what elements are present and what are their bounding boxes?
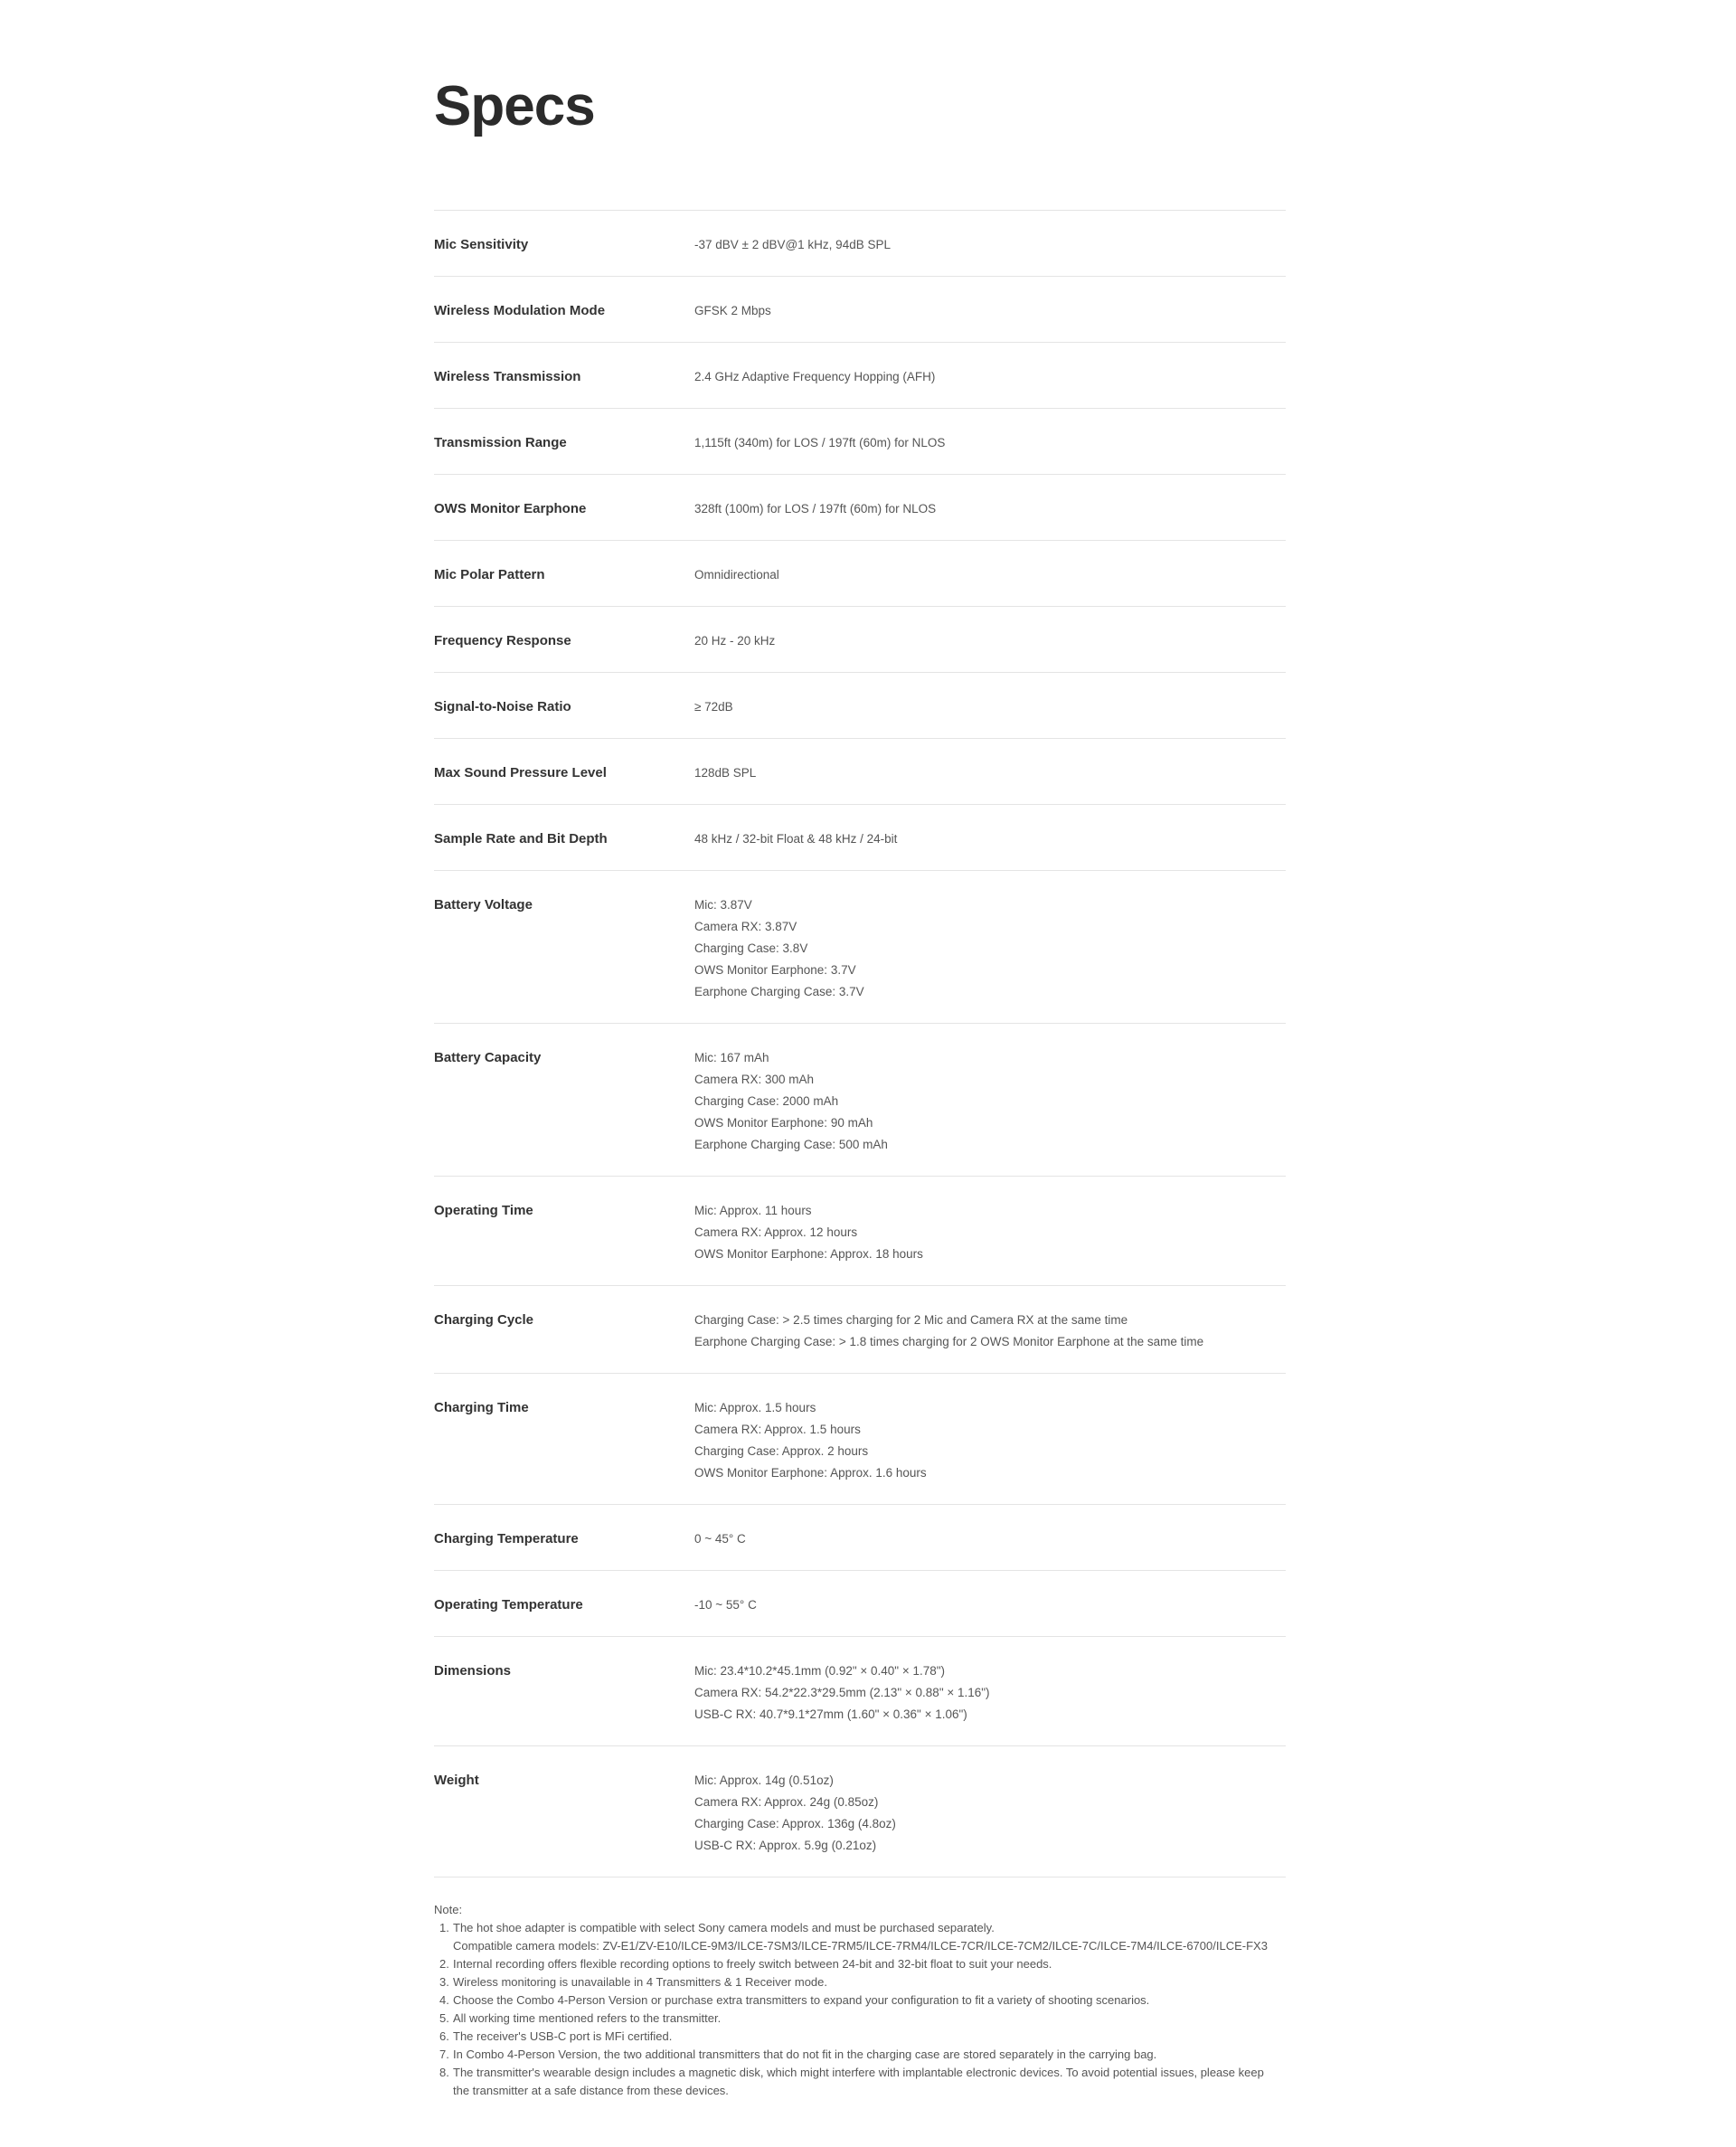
spec-value: Charging Case: Approx. 2 hours — [694, 1444, 869, 1458]
spec-row — [434, 1637, 1286, 1746]
spec-value: Mic: 167 mAh — [694, 1051, 769, 1064]
spec-values — [694, 432, 1286, 454]
spec-value: GFSK 2 Mbps — [694, 304, 771, 317]
note-number: 5. — [439, 2011, 449, 2025]
spec-values — [694, 1310, 1286, 1353]
spec-row — [434, 1177, 1286, 1286]
spec-value: Camera RX: Approx. 1.5 hours — [694, 1423, 861, 1436]
notes-list — [434, 1919, 1302, 2100]
note-item — [434, 1919, 1302, 1955]
spec-values — [694, 1594, 1286, 1616]
spec-label: Operating Temperature — [434, 1597, 583, 1613]
spec-values — [694, 564, 1286, 586]
note-text: All working time mentioned refers to the transmitter. — [453, 2011, 722, 2025]
spec-value: -37 dBV ± 2 dBV@1 kHz, 94dB SPL — [694, 238, 891, 251]
spec-label: Signal-to-Noise Ratio — [434, 699, 571, 714]
spec-value: 2.4 GHz Adaptive Frequency Hopping (AFH) — [694, 370, 936, 383]
note-text: The transmitter's wearable design includes a magnetic disk, which might interfere with implantable electronic devices. To avoid potential issues, please keep — [453, 2066, 1264, 2079]
spec-values — [694, 1770, 1286, 1857]
spec-value: OWS Monitor Earphone: 90 mAh — [694, 1116, 873, 1130]
note-text: the transmitter at a safe distance from these devices. — [453, 2084, 729, 2097]
note-text: The hot shoe adapter is compatible with select Sony camera models and must be purchased separately. — [453, 1921, 995, 1934]
spec-row — [434, 409, 1286, 475]
spec-value: OWS Monitor Earphone: 3.7V — [694, 963, 856, 977]
spec-row — [434, 343, 1286, 409]
spec-value: Camera RX: 54.2*22.3*29.5mm (2.13" × 0.88" × 1.16") — [694, 1686, 990, 1699]
spec-value: OWS Monitor Earphone: Approx. 18 hours — [694, 1247, 923, 1261]
note-number: 7. — [439, 2048, 449, 2061]
spec-value: OWS Monitor Earphone: Approx. 1.6 hours — [694, 1466, 927, 1480]
spec-values — [694, 1047, 1286, 1156]
note-item — [434, 2064, 1302, 2100]
note-number: 4. — [439, 1993, 449, 2007]
spec-row — [434, 475, 1286, 541]
note-number: 1. — [439, 1921, 449, 1934]
spec-values — [694, 1200, 1286, 1265]
spec-value: 1,115ft (340m) for LOS / 197ft (60m) for NLOS — [694, 436, 946, 449]
spec-values — [694, 234, 1286, 256]
spec-values — [694, 300, 1286, 322]
spec-row — [434, 1571, 1286, 1637]
spec-row — [434, 673, 1286, 739]
spec-label: Mic Sensitivity — [434, 237, 529, 252]
spec-label: Transmission Range — [434, 435, 567, 450]
spec-row — [434, 871, 1286, 1024]
spec-label: Wireless Modulation Mode — [434, 303, 606, 318]
spec-value: ≥ 72dB — [694, 700, 733, 714]
spec-value: Earphone Charging Case: > 1.8 times charging for 2 OWS Monitor Earphone at the same time — [694, 1335, 1204, 1348]
spec-row — [434, 541, 1286, 607]
spec-label: Charging Temperature — [434, 1531, 579, 1546]
spec-row — [434, 1024, 1286, 1177]
spec-row — [434, 739, 1286, 805]
spec-row — [434, 277, 1286, 343]
note-number: 8. — [439, 2066, 449, 2079]
note-text: The receiver's USB-C port is MFi certified. — [453, 2029, 673, 2043]
spec-label: Charging Cycle — [434, 1312, 534, 1328]
page-title: Specs — [434, 75, 595, 137]
spec-value: Mic: Approx. 14g (0.51oz) — [694, 1773, 834, 1787]
spec-value: Mic: Approx. 1.5 hours — [694, 1401, 816, 1414]
spec-value: -10 ~ 55° C — [694, 1598, 757, 1612]
note-item — [434, 1955, 1302, 1973]
spec-value: Charging Case: Approx. 136g (4.8oz) — [694, 1817, 896, 1830]
spec-values — [694, 1397, 1286, 1484]
spec-row — [434, 1374, 1286, 1505]
spec-label: Max Sound Pressure Level — [434, 765, 607, 780]
spec-value: Charging Case: 3.8V — [694, 941, 808, 955]
spec-value: Omnidirectional — [694, 568, 779, 582]
spec-value: USB-C RX: 40.7*9.1*27mm (1.60" × 0.36" × 1.06") — [694, 1707, 967, 1721]
note-item — [434, 1973, 1302, 1991]
spec-row — [434, 211, 1286, 277]
spec-row — [434, 1286, 1286, 1374]
spec-value: 128dB SPL — [694, 766, 757, 780]
spec-label: Mic Polar Pattern — [434, 567, 545, 582]
spec-row — [434, 607, 1286, 673]
notes-heading: Note: — [434, 1903, 463, 1916]
spec-values — [694, 762, 1286, 784]
note-item — [434, 1991, 1302, 2010]
spec-label: Charging Time — [434, 1400, 529, 1415]
note-item — [434, 2028, 1302, 2046]
spec-value: Camera RX: Approx. 24g (0.85oz) — [694, 1795, 879, 1809]
notes-section — [434, 1901, 1302, 2100]
note-number: 3. — [439, 1975, 449, 1989]
spec-value: 20 Hz - 20 kHz — [694, 634, 776, 648]
note-text: Wireless monitoring is unavailable in 4 Transmitters & 1 Receiver mode. — [453, 1975, 828, 1989]
spec-values — [694, 1528, 1286, 1550]
spec-label: Frequency Response — [434, 633, 571, 648]
note-text: In Combo 4-Person Version, the two additional transmitters that do not fit in the charging case are stored separately in the carrying bag. — [453, 2048, 1157, 2061]
spec-row — [434, 1746, 1286, 1877]
spec-value: Camera RX: 3.87V — [694, 920, 797, 933]
spec-value: Camera RX: 300 mAh — [694, 1073, 815, 1086]
spec-values — [694, 1660, 1286, 1726]
spec-value: Earphone Charging Case: 500 mAh — [694, 1138, 888, 1151]
spec-value: 328ft (100m) for LOS / 197ft (60m) for NLOS — [694, 502, 937, 515]
note-text: Choose the Combo 4-Person Version or purchase extra transmitters to expand your configuration to fit a variety of shooting scenarios. — [453, 1993, 1150, 2007]
spec-row — [434, 805, 1286, 871]
spec-row — [434, 1505, 1286, 1571]
spec-label: Battery Capacity — [434, 1050, 542, 1065]
spec-label: OWS Monitor Earphone — [434, 501, 587, 516]
note-number: 6. — [439, 2029, 449, 2043]
spec-values — [694, 366, 1286, 388]
note-text: Compatible camera models: ZV-E1/ZV-E10/ILCE-9M3/ILCE-7SM3/ILCE-7RM5/ILCE-7RM4/ILCE-7CR/ILCE-7CM2/ILCE-7C/ILCE-7M4/ILCE-6700/ILCE-FX3 — [453, 1939, 1268, 1953]
spec-label: Battery Voltage — [434, 897, 533, 913]
note-text: Internal recording offers flexible recording options to freely switch between 24-bit and 32-bit float to suit your needs. — [453, 1957, 1052, 1971]
spec-value: Charging Case: 2000 mAh — [694, 1094, 839, 1108]
spec-table — [434, 210, 1286, 1877]
spec-value: Mic: 23.4*10.2*45.1mm (0.92" × 0.40" × 1.78") — [694, 1664, 946, 1678]
spec-values — [694, 696, 1286, 718]
spec-values — [694, 894, 1286, 1003]
spec-value: Mic: Approx. 11 hours — [694, 1204, 812, 1217]
spec-value: Mic: 3.87V — [694, 898, 752, 912]
note-item — [434, 2010, 1302, 2028]
spec-values — [694, 630, 1286, 652]
spec-label: Wireless Transmission — [434, 369, 581, 384]
note-item — [434, 2046, 1302, 2064]
spec-label: Operating Time — [434, 1203, 533, 1218]
spec-value: Camera RX: Approx. 12 hours — [694, 1225, 858, 1239]
spec-value: Charging Case: > 2.5 times charging for 2 Mic and Camera RX at the same time — [694, 1313, 1128, 1327]
spec-value: USB-C RX: Approx. 5.9g (0.21oz) — [694, 1839, 877, 1852]
spec-value: 48 kHz / 32-bit Float & 48 kHz / 24-bit — [694, 832, 898, 846]
spec-label: Sample Rate and Bit Depth — [434, 831, 608, 847]
spec-values — [694, 498, 1286, 520]
note-number: 2. — [439, 1957, 449, 1971]
spec-value: 0 ~ 45° C — [694, 1532, 746, 1546]
spec-label: Dimensions — [434, 1663, 512, 1679]
spec-label: Weight — [434, 1773, 479, 1788]
spec-values — [694, 828, 1286, 850]
spec-value: Earphone Charging Case: 3.7V — [694, 985, 864, 998]
